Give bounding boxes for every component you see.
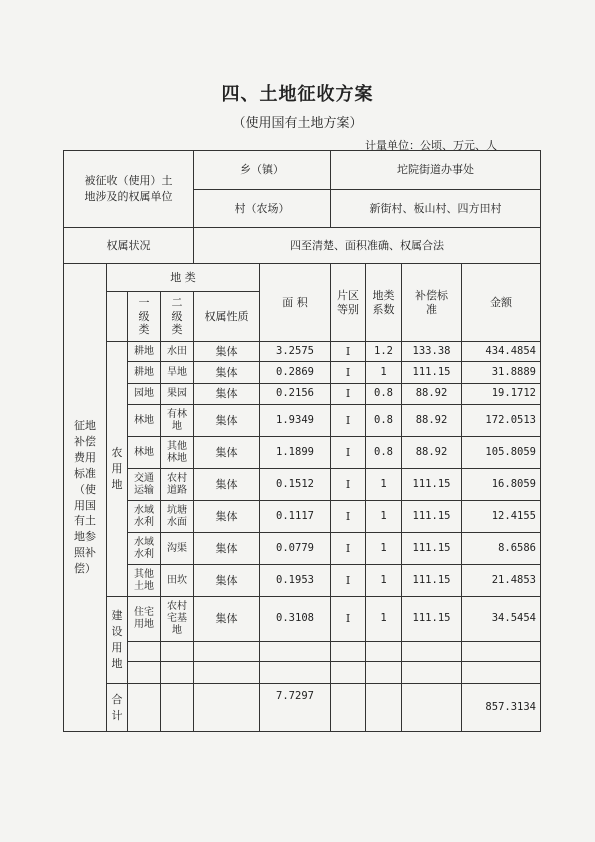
level1-header: 一级类 xyxy=(128,292,161,342)
coef-cell: 1 xyxy=(366,362,402,384)
empty-cell xyxy=(194,642,260,662)
level2-cell: 沟渠 xyxy=(161,533,194,565)
comp-cell: 111.15 xyxy=(402,597,462,642)
empty-cell xyxy=(402,662,462,684)
empty-cell xyxy=(161,662,194,684)
coef-cell: 1 xyxy=(366,597,402,642)
level1-cell: 耕地 xyxy=(128,342,161,362)
ownership-header: 权属性质 xyxy=(194,292,260,342)
ownership-cell: 集体 xyxy=(194,362,260,384)
amount-cell: 172.0513 xyxy=(462,405,541,437)
agri-group-label: 农用地 xyxy=(107,342,128,597)
amount-cell: 19.1712 xyxy=(462,384,541,405)
empty-cell xyxy=(194,662,260,684)
level2-cell: 旱地 xyxy=(161,362,194,384)
amount-cell: 31.8889 xyxy=(462,362,541,384)
amount-cell: 16.8059 xyxy=(462,469,541,501)
area-header: 面 积 xyxy=(260,264,331,342)
area-cell: 0.2156 xyxy=(260,384,331,405)
comp-cell: 111.15 xyxy=(402,362,462,384)
coef-cell: 0.8 xyxy=(366,405,402,437)
level1-cell: 水域水利 xyxy=(128,533,161,565)
level1-cell: 林地 xyxy=(128,405,161,437)
empty-cell xyxy=(366,662,402,684)
level1-cell: 其他土地 xyxy=(128,565,161,597)
coef-cell: 0.8 xyxy=(366,384,402,405)
area-cell: 3.2575 xyxy=(260,342,331,362)
ownership-cell: 集体 xyxy=(194,565,260,597)
village-value: 新街村、板山村、四方田村 xyxy=(331,190,541,228)
level1-cell: 水域水利 xyxy=(128,501,161,533)
zone-cell: Ⅰ xyxy=(331,533,366,565)
empty-cell xyxy=(366,684,402,732)
coef-header: 地类系数 xyxy=(366,264,402,342)
amount-cell: 434.4854 xyxy=(462,342,541,362)
comp-header: 补偿标准 xyxy=(402,264,462,342)
empty-cell xyxy=(462,642,541,662)
level2-cell: 农村宅基地 xyxy=(161,597,194,642)
ownership-cell: 集体 xyxy=(194,405,260,437)
township-value: 坨院街道办事处 xyxy=(331,151,541,190)
comp-cell: 88.92 xyxy=(402,384,462,405)
amount-header: 金额 xyxy=(462,264,541,342)
ownership-cell: 集体 xyxy=(194,437,260,469)
township-label: 乡（镇） xyxy=(194,151,331,190)
empty-cell xyxy=(462,662,541,684)
level2-cell: 坑塘水面 xyxy=(161,501,194,533)
empty-cell xyxy=(128,662,161,684)
amount-cell: 105.8059 xyxy=(462,437,541,469)
comp-cell: 88.92 xyxy=(402,437,462,469)
empty-cell xyxy=(260,642,331,662)
amount-cell: 8.6586 xyxy=(462,533,541,565)
zone-cell: Ⅰ xyxy=(331,362,366,384)
empty-cell xyxy=(331,662,366,684)
area-cell: 0.0779 xyxy=(260,533,331,565)
level2-cell: 其他林地 xyxy=(161,437,194,469)
status-value: 四至清楚、面积准确、权属合法 xyxy=(194,228,541,264)
zone-cell: Ⅰ xyxy=(331,405,366,437)
area-cell: 0.1117 xyxy=(260,501,331,533)
ownership-cell: 集体 xyxy=(194,469,260,501)
level1-cell: 园地 xyxy=(128,384,161,405)
empty-cell xyxy=(161,684,194,732)
zone-cell: Ⅰ xyxy=(331,437,366,469)
zone-cell: Ⅰ xyxy=(331,469,366,501)
empty-cell xyxy=(331,684,366,732)
village-label: 村（农场） xyxy=(194,190,331,228)
ownership-cell: 集体 xyxy=(194,342,260,362)
empty-cell xyxy=(331,642,366,662)
ownership-cell: 集体 xyxy=(194,597,260,642)
page-title: 四、土地征收方案 xyxy=(221,84,374,105)
comp-cell: 133.38 xyxy=(402,342,462,362)
land-type-header: 地 类 xyxy=(107,264,260,292)
level1-cell: 林地 xyxy=(128,437,161,469)
level1-cell: 耕地 xyxy=(128,362,161,384)
coef-cell: 1 xyxy=(366,533,402,565)
amount-cell: 12.4155 xyxy=(462,501,541,533)
level1-cell: 交通运输 xyxy=(128,469,161,501)
empty-cell xyxy=(260,662,331,684)
area-cell: 1.9349 xyxy=(260,405,331,437)
level2-cell: 农村道路 xyxy=(161,469,194,501)
zone-header: 片区等别 xyxy=(331,264,366,342)
ownership-cell: 集体 xyxy=(194,533,260,565)
level2-cell: 有林地 xyxy=(161,405,194,437)
coef-cell: 1 xyxy=(366,469,402,501)
comp-cell: 111.15 xyxy=(402,533,462,565)
amount-cell: 21.4853 xyxy=(462,565,541,597)
construction-group-label: 建设用地 xyxy=(107,597,128,684)
total-area: 7.7297 xyxy=(260,684,331,732)
ownership-cell: 集体 xyxy=(194,384,260,405)
coef-cell: 0.8 xyxy=(366,437,402,469)
empty-cell xyxy=(161,642,194,662)
coef-cell: 1.2 xyxy=(366,342,402,362)
empty-cell xyxy=(128,684,161,732)
area-cell: 0.1512 xyxy=(260,469,331,501)
page-subtitle: （使用国有土地方案） xyxy=(232,116,363,131)
area-cell: 0.3108 xyxy=(260,597,331,642)
area-cell: 0.2869 xyxy=(260,362,331,384)
ownership-cell: 集体 xyxy=(194,501,260,533)
area-cell: 1.1899 xyxy=(260,437,331,469)
coef-cell: 1 xyxy=(366,565,402,597)
level2-cell: 田坎 xyxy=(161,565,194,597)
empty-cell xyxy=(128,642,161,662)
level2-cell: 水田 xyxy=(161,342,194,362)
empty-cell xyxy=(402,684,462,732)
zone-cell: Ⅰ xyxy=(331,342,366,362)
total-amount: 857.3134 xyxy=(462,684,541,732)
level1-cell: 住宅用地 xyxy=(128,597,161,642)
zone-cell: Ⅰ xyxy=(331,384,366,405)
unit-note: 计量单位：公顷、万元、人 xyxy=(365,139,497,152)
land-acquisition-table xyxy=(63,150,541,732)
level2-header: 二级类 xyxy=(161,292,194,342)
empty-cell xyxy=(402,642,462,662)
zone-cell: Ⅰ xyxy=(331,597,366,642)
amount-cell: 34.5454 xyxy=(462,597,541,642)
total-label: 合计 xyxy=(107,684,128,732)
comp-cell: 111.15 xyxy=(402,469,462,501)
status-label: 权属状况 xyxy=(64,228,194,264)
comp-cell: 111.15 xyxy=(402,565,462,597)
empty-cell xyxy=(366,642,402,662)
zone-cell: Ⅰ xyxy=(331,565,366,597)
zone-cell: Ⅰ xyxy=(331,501,366,533)
comp-cell: 88.92 xyxy=(402,405,462,437)
owner-label: 被征收（使用）土地涉及的权属单位 xyxy=(64,151,194,228)
coef-cell: 1 xyxy=(366,501,402,533)
level2-cell: 果园 xyxy=(161,384,194,405)
empty-cell xyxy=(194,684,260,732)
area-cell: 0.1953 xyxy=(260,565,331,597)
standard-label: 征地补偿费用标准（使用国有土地参照补偿） xyxy=(64,264,107,732)
comp-cell: 111.15 xyxy=(402,501,462,533)
